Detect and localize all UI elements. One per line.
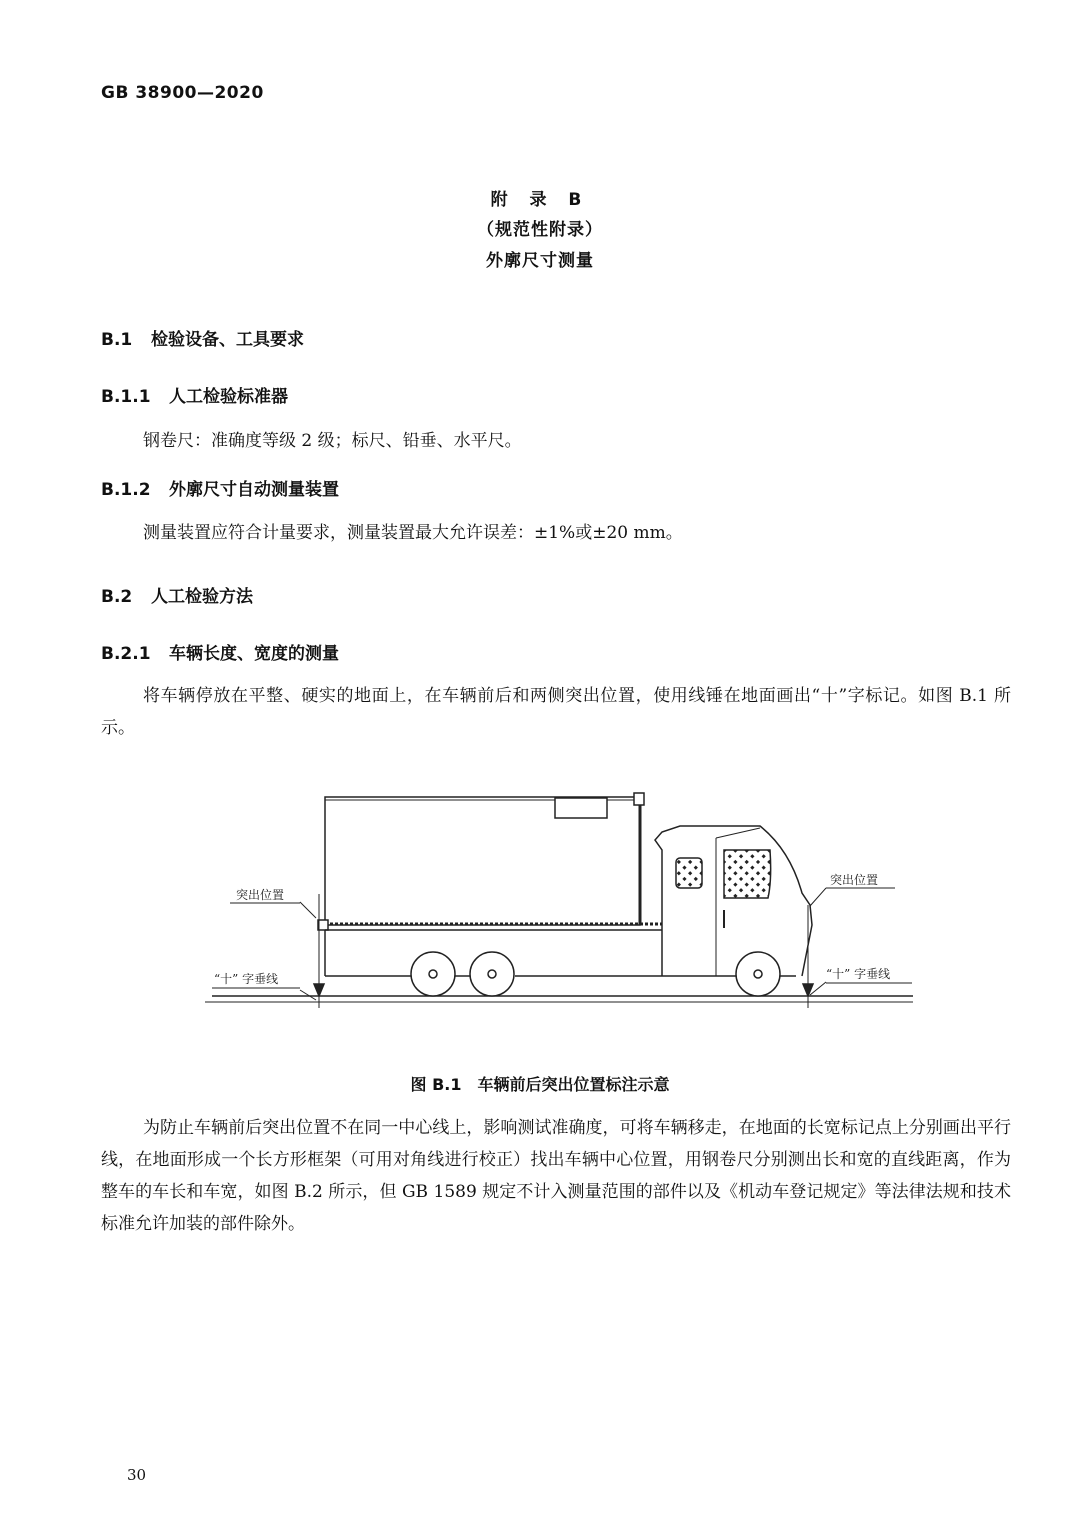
heading-title: 人工检验方法: [151, 587, 253, 607]
rear-plumb-label: “十” 字垂线: [214, 972, 279, 986]
rear-wheel-1: [411, 952, 455, 996]
standard-id: GB 38900—2020: [101, 83, 264, 103]
figure-caption: 图 B.1 车辆前后突出位置标注示意: [410, 1075, 670, 1094]
truck-cab: [655, 826, 812, 976]
heading-number: B.1.1: [101, 387, 151, 407]
heading-number: B.2: [101, 587, 133, 607]
box-light: [555, 798, 607, 818]
front-wheel: [736, 952, 780, 996]
paragraph-b2-1: 将车辆停放在平整、硬实的地面上，在车辆前后和两侧突出位置，使用线锤在地面画出“十”字标记。如图 B.1 所示。: [101, 686, 1011, 738]
heading-title: 人工检验标准器: [169, 387, 288, 407]
front-plumb-label: “十” 字垂线: [826, 967, 891, 981]
heading-number: B.2.1: [101, 644, 151, 664]
front-protrusion-label: 突出位置: [830, 873, 879, 887]
rear-wheel-2: [470, 952, 514, 996]
heading-number: B.1.2: [101, 480, 151, 500]
page-number: 30: [127, 1466, 147, 1484]
cab-small-window: [676, 858, 702, 888]
annex-type: （规范性附录）: [477, 220, 603, 240]
heading-title: 外廓尺寸自动测量装置: [169, 480, 339, 500]
cab-windshield: [724, 850, 771, 898]
paragraph-b1-1: 钢卷尺：准确度等级 2 级；标尺、铅垂、水平尺。: [143, 431, 522, 451]
annex-title: 附 录 B: [490, 190, 590, 210]
heading-title: 检验设备、工具要求: [151, 330, 304, 350]
heading-number: B.1: [101, 330, 133, 350]
heading-title: 车辆长度、宽度的测量: [169, 644, 339, 664]
rear-protrusion-label: 突出位置: [236, 888, 285, 902]
paragraph-b1-2: 测量装置应符合计量要求，测量装置最大允许误差：±1%或±20 mm。: [143, 523, 683, 543]
annex-name: 外廓尺寸测量: [486, 251, 594, 271]
paragraph-after-figure: 为防止车辆前后突出位置不在同一中心线上，影响测试准确度，可将车辆移走，在地面的长宽标记点上分别画出平行线，在地面形成一个长方形框架（可用对角线进行校正）找出车辆中心位置，用钢卷尺分别测出长和宽的直线距离，作为整车的车长和车宽，如图 B.2 所示，但 GB 1589 规定不计入测量范围的部件以及《机动车登记规定》等法律法规和技术标准允许加装的部件除外。: [101, 1118, 1011, 1234]
